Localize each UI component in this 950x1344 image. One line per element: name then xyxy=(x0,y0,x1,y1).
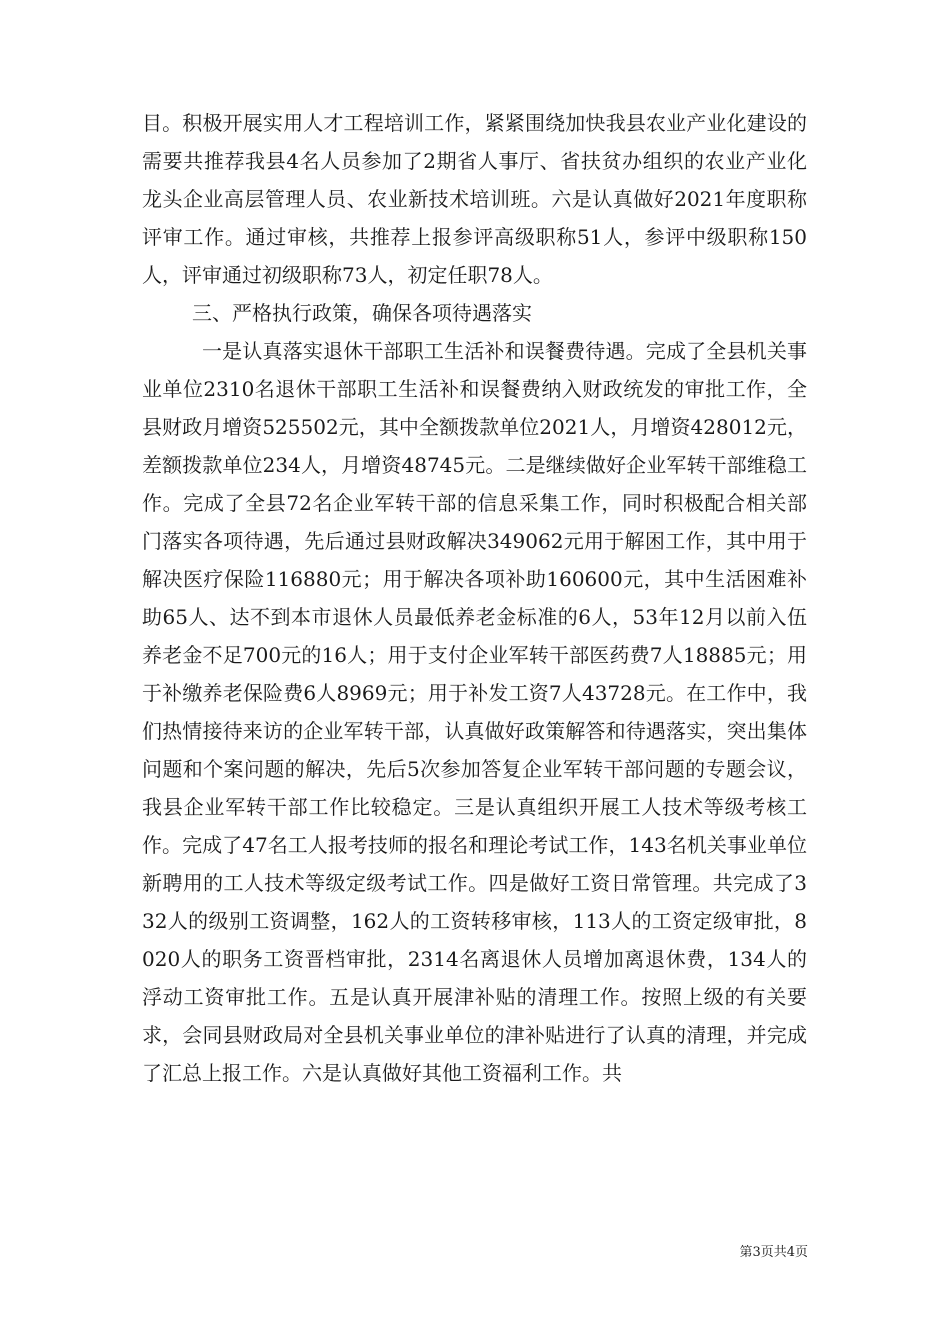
paragraph-continuation: 目。积极开展实用人才工程培训工作，紧紧围绕加快我县农业产业化建设的需要共推荐我县4名人员参加了2期省人事厅、省扶贫办组织的农业产业化龙头企业高层管理人员、农业新技术培训班。六是认真做好2021年度职称评审工作。通过审核，共推荐上报参评高级职称51人，参评中级职称150人，评审通过初级职称73人，初定任职78人。 xyxy=(142,111,807,287)
paragraph-body: 一是认真落实退休干部职工生活补和误餐费待遇。完成了全县机关事业单位2310名退休干部职工生活补和误餐费纳入财政统发的审批工作，全县财政月增资525502元，其中全额拨款单位2021人，月增资428012元，差额拨款单位234人，月增资48745元。二是继续做好企业军转干部维稳工作。完成了全县72名企业军转干部的信息采集工作，同时积极配合相关部门落实各项待遇，先后通过县财政解决349062元用于解困工作，其中用于解决医疗保险116880元；用于解决各项补助160600元，其中生活困难补助65人、达不到本市退休人员最低养老金标准的6人，53年12月以前入伍养老金不足700元的16人；用于支付企业军转干部医药费7人18885元；用于补缴养老保险费6人8969元；用于补发工资7人43728元。在工作中，我们热情接待来访的企业军转干部，认真做好政策解答和待遇落实，突出集体问题和个案问题的解决，先后5次参加答复企业军转干部问题的专题会议，我县企业军转干部工作比较稳定。三是认真组织开展工人技术等级考核工作。完成了47名工人报考技师的报名和理论考试工作，143名机关事业单位新聘用的工人技术等级定级考试工作。四是做好工资日常管理。共完成了332人的级别工资调整，162人的工资转移审核，113人的工资定级审批，8020人的职务工资晋档审批，2314名离退休人员增加离退休费，134人的浮动工资审批工作。五是认真开展津补贴的清理工作。按照上级的有关要求，会同县财政局对全县机关事业单位的津补贴进行了认真的清理，并完成了汇总上报工作。六是认真做好其他工资福利工作。共 xyxy=(142,339,807,1085)
page-number-footer: 第3页共4页 xyxy=(739,1245,808,1260)
document-body xyxy=(142,104,807,1092)
section-heading: 三、严格执行政策，确保各项待遇落实 xyxy=(192,301,532,325)
